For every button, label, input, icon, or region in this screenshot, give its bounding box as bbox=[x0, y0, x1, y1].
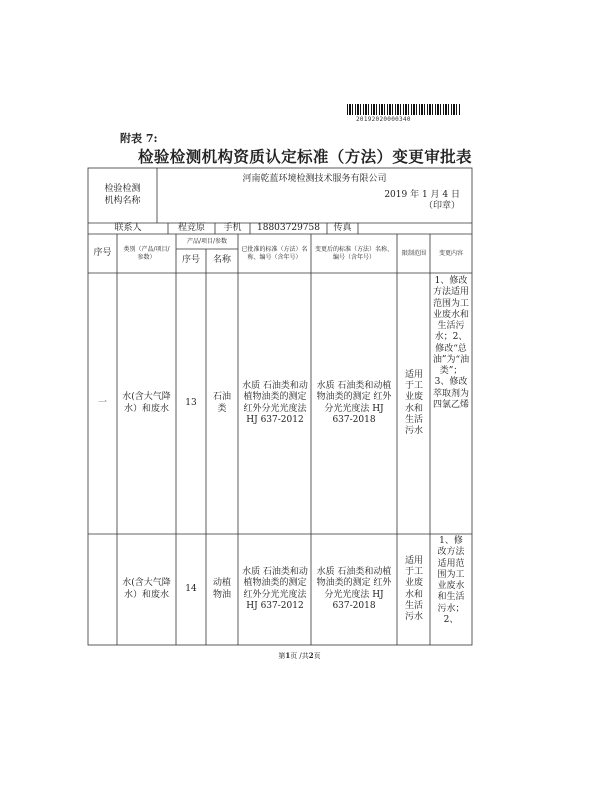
row1-scope: 适用于工业废水和生活污水 bbox=[404, 369, 423, 436]
row1-category: 水(含大气降水）和废水 bbox=[122, 392, 171, 414]
application-date: 2019 年 1 月 4 日 bbox=[384, 190, 460, 201]
row1-approved-std: 水质 石油类和动植物油类的测定 红外分光光度法 HJ 637-2012 bbox=[242, 381, 308, 425]
col-header-scope: 限制范围 bbox=[402, 249, 427, 257]
row2-scope: 适用于工业废水和生活污水 bbox=[404, 555, 423, 622]
row1-changed-std: 水质 石油类和动植物油类的测定 红外分光光度法 HJ 637-2018 bbox=[316, 381, 392, 425]
row1-param-seq: 13 bbox=[185, 397, 197, 408]
col-header-param-group: 产品/项目/参数 bbox=[186, 237, 228, 245]
phone-number: 18803729758 bbox=[257, 222, 320, 233]
col-header-seq: 序号 bbox=[93, 247, 112, 258]
org-name-label: 检验检测 机构名称 bbox=[104, 184, 141, 206]
row2-param-name: 动植物油 bbox=[212, 578, 231, 600]
annex-label: 附表 7: bbox=[120, 132, 158, 145]
row1-seq: 一 bbox=[97, 397, 107, 408]
footer-page-total: 2 bbox=[308, 651, 314, 660]
footer-page-num: 1 bbox=[285, 651, 291, 660]
row2-seq bbox=[88, 534, 117, 645]
row2-param-seq: 14 bbox=[185, 583, 197, 594]
col-header-category: 类别（产品/项目/参数） bbox=[123, 246, 170, 261]
col-header-note: 变更内容 bbox=[438, 249, 463, 257]
page-title: 检验检测机构资质认定标准（方法）变更审批表 bbox=[138, 147, 472, 166]
footer-suffix: 页 bbox=[313, 652, 321, 660]
col-header-changed-std: 变更后的标准（方法）名称、编号（含年号） bbox=[314, 246, 393, 261]
fax-number bbox=[358, 223, 472, 234]
phone-label: 手机 bbox=[223, 222, 242, 233]
footer-mid: 页 /共 bbox=[290, 652, 309, 660]
row2-note: 1、修改方法适用范围为工业废水和生活污水；2、 bbox=[437, 536, 465, 625]
row2-approved-std: 水质 石油类和动植物油类的测定 红外分光光度法 HJ 637-2012 bbox=[242, 567, 308, 611]
row1-note: 1、修改方法适用范围为工业废水和生活污水；2、修改“总油”为“油类”；3、修改萃取剂为四氯乙烯 bbox=[432, 276, 470, 410]
col-header-param-name: 名称 bbox=[212, 255, 231, 266]
row2-category: 水(含大气降水）和废水 bbox=[122, 578, 171, 600]
fax-label: 传真 bbox=[333, 222, 352, 233]
barcode-number: 20192020000340 bbox=[356, 116, 411, 123]
footer-prefix: 第 bbox=[278, 652, 286, 660]
row1-param-name: 石油类 bbox=[212, 392, 231, 414]
org-name: 河南乾蓝环境检测技术服务有限公司 bbox=[242, 174, 387, 185]
contact-label: 联系人 bbox=[114, 222, 142, 233]
contact-name: 程竞原 bbox=[177, 222, 205, 233]
col-header-approved-std: 已批准的标准（方法）名称、编号（含年号） bbox=[241, 246, 308, 261]
row2-changed-std: 水质 石油类和动植物油类的测定 红外分光光度法 HJ 637-2018 bbox=[316, 567, 392, 611]
col-header-param-seq: 序号 bbox=[181, 255, 200, 266]
page-footer bbox=[0, 651, 599, 661]
seal-label: （印章） bbox=[423, 201, 460, 212]
